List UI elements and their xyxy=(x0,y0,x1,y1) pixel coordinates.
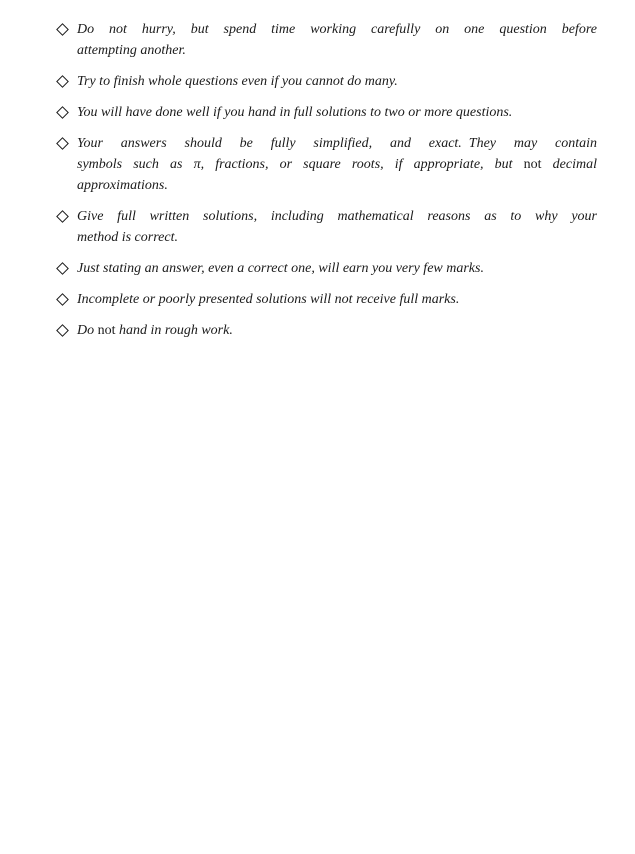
instruction-line xyxy=(77,154,597,175)
diamond-bullet-icon xyxy=(56,293,69,306)
instruction-line xyxy=(77,206,597,227)
instruction-line xyxy=(77,320,597,341)
italic-text-segment: You will have done well if you hand in full solutions to two or more questions. xyxy=(77,105,513,120)
bullet-column xyxy=(57,289,77,310)
bullet-column xyxy=(57,133,77,196)
instruction-text xyxy=(77,102,597,123)
instruction-line xyxy=(77,102,597,123)
instructions-list xyxy=(57,19,597,341)
instruction-item xyxy=(57,133,597,196)
italic-text-segment: Do not hurry, but spend time working carefully on one question before xyxy=(77,22,597,37)
instruction-line xyxy=(77,40,597,61)
italic-text-segment: symbols such as π, fractions, or square roots, if appropriate, but xyxy=(77,157,524,172)
instruction-line xyxy=(77,133,597,154)
instruction-item xyxy=(57,71,597,92)
instruction-line xyxy=(77,227,597,248)
italic-text-segment: hand in rough work. xyxy=(115,323,233,338)
instruction-item xyxy=(57,206,597,248)
italic-text-segment: Just stating an answer, even a correct one, will earn you very few marks. xyxy=(77,261,484,276)
diamond-bullet-icon xyxy=(56,106,69,119)
upright-text-segment: not xyxy=(97,323,116,338)
instruction-line xyxy=(77,71,597,92)
instruction-text xyxy=(77,71,597,92)
bullet-column xyxy=(57,258,77,279)
bullet-column xyxy=(57,19,77,61)
italic-text-segment: approximations. xyxy=(77,178,168,193)
bullet-column xyxy=(57,102,77,123)
diamond-bullet-icon xyxy=(56,137,69,150)
diamond-bullet-icon xyxy=(56,210,69,223)
diamond-bullet-icon xyxy=(56,75,69,88)
instruction-item xyxy=(57,19,597,61)
italic-text-segment: Incomplete or poorly presented solutions will not receive full marks. xyxy=(77,292,460,307)
instruction-item xyxy=(57,258,597,279)
italic-text-segment: method is correct. xyxy=(77,230,178,245)
diamond-bullet-icon xyxy=(56,262,69,275)
instruction-text xyxy=(77,258,597,279)
bullet-column xyxy=(57,71,77,92)
instruction-line xyxy=(77,175,597,196)
upright-text-segment: not xyxy=(523,157,542,172)
italic-text-segment: Do xyxy=(77,323,98,338)
bullet-column xyxy=(57,206,77,248)
instruction-item xyxy=(57,320,597,341)
italic-text-segment: Try to finish whole questions even if you cannot do many. xyxy=(77,74,398,89)
diamond-bullet-icon xyxy=(56,23,69,36)
instruction-line xyxy=(77,258,597,279)
italic-text-segment: Give full written solutions, including mathematical reasons as to why your xyxy=(77,209,597,224)
instruction-text xyxy=(77,206,597,248)
instruction-text xyxy=(77,289,597,310)
instruction-item xyxy=(57,289,597,310)
instruction-text xyxy=(77,133,597,196)
instruction-line xyxy=(77,289,597,310)
italic-text-segment: attempting another. xyxy=(77,43,186,58)
italic-text-segment: decimal xyxy=(541,157,597,172)
diamond-bullet-icon xyxy=(56,324,69,337)
instruction-text xyxy=(77,19,597,61)
instruction-text xyxy=(77,320,597,341)
bullet-column xyxy=(57,320,77,341)
instruction-item xyxy=(57,102,597,123)
italic-text-segment: Your answers should be fully simplified, and exact. They may contain xyxy=(77,136,597,151)
instruction-line xyxy=(77,19,597,40)
